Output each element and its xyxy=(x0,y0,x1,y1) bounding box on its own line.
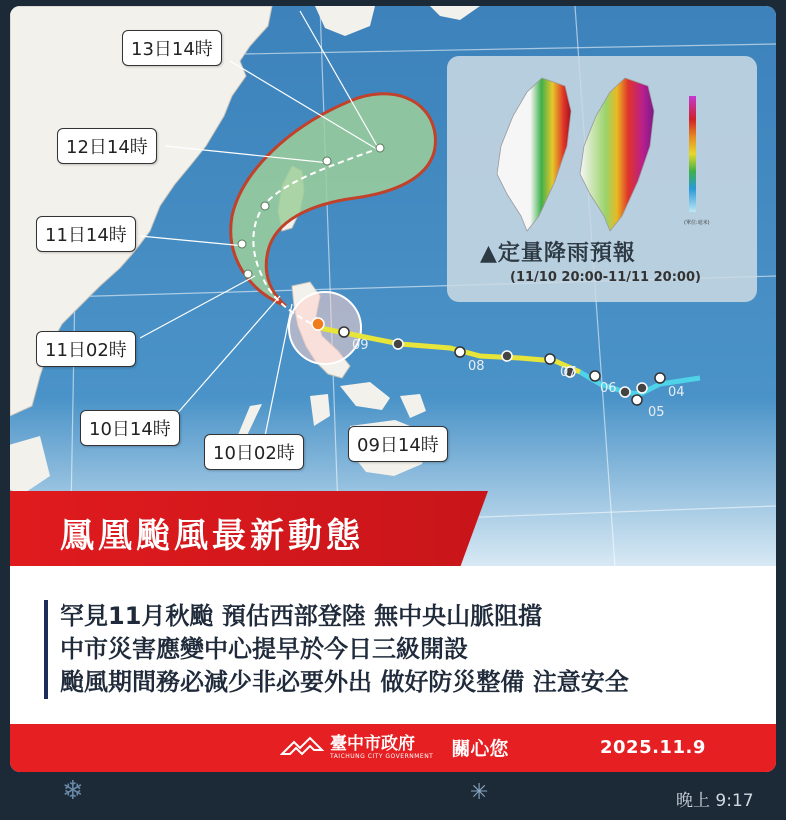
org-name: 臺中市政府 xyxy=(330,733,415,754)
time-label: 10日02時 xyxy=(204,434,304,470)
snowflake-icon: ✳ xyxy=(470,780,489,805)
care-slogan: 關心您 xyxy=(451,738,509,760)
time-label: 09日14時 xyxy=(348,426,448,462)
rainfall-forecast-title: ▲定量降雨預報 xyxy=(480,241,636,266)
time-label: 10日14時 xyxy=(80,410,180,446)
message-block xyxy=(44,600,629,699)
time-label: 11日14時 xyxy=(36,216,136,252)
banner-title: 鳳凰颱風最新動態 xyxy=(60,516,364,556)
day-number: 05 xyxy=(648,405,665,420)
city-logo xyxy=(280,734,508,761)
message-timestamp: 晚上 9:17 xyxy=(676,791,754,811)
taichung-emblem-icon xyxy=(280,736,324,760)
snowflake-icon: ❄ xyxy=(62,776,84,806)
time-label: 11日02時 xyxy=(36,331,136,367)
time-label: 13日14時 xyxy=(122,30,222,66)
day-number: 07 xyxy=(560,365,577,380)
rainfall-legend-bar xyxy=(689,96,696,212)
typhoon-update-card[interactable] xyxy=(10,6,776,772)
message-line: 中市災害應變中心提早於今日三級開設 xyxy=(60,635,468,663)
legend-unit: (單位:毫米) xyxy=(684,220,710,226)
message-line: 罕見11月秋颱 預估西部登陸 無中央山脈阻擋 xyxy=(60,602,543,630)
day-number: 04 xyxy=(668,385,685,400)
rainfall-map-left xyxy=(497,78,571,231)
day-number: 08 xyxy=(468,359,485,374)
rainfall-forecast-period: (11/10 20:00-11/11 20:00) xyxy=(510,270,701,285)
post-date: 2025.11.9 xyxy=(600,737,706,758)
current-position-marker xyxy=(312,318,324,330)
org-name-english: TAICHUNG CITY GOVERNMENT xyxy=(330,752,434,760)
time-label: 12日14時 xyxy=(57,128,157,164)
footer-bar xyxy=(10,724,776,772)
day-number: 09 xyxy=(352,338,369,353)
day-number: 06 xyxy=(600,381,617,396)
rainfall-map-right xyxy=(580,78,654,231)
message-line: 颱風期間務必減少非必要外出 做好防災整備 注意安全 xyxy=(60,668,629,696)
